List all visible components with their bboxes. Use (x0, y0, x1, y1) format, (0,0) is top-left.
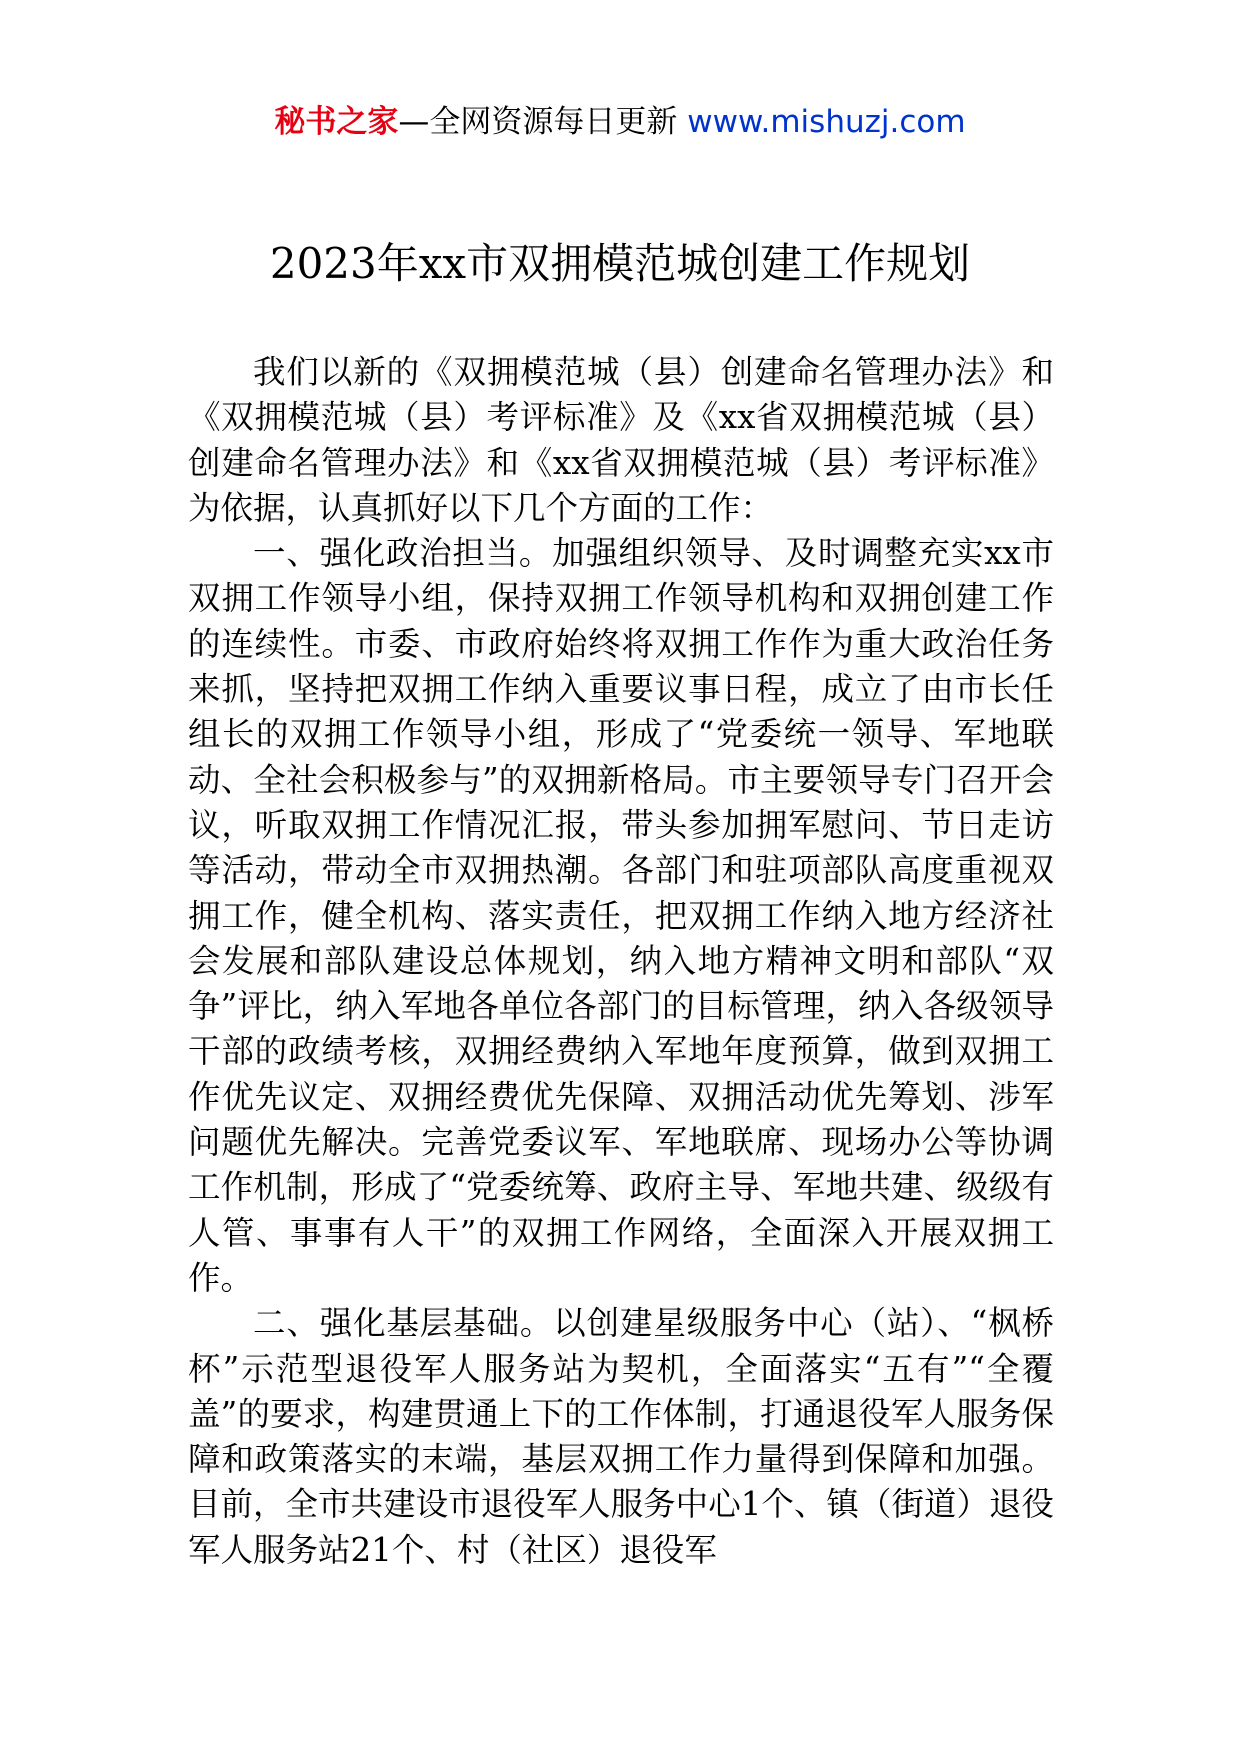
site-tagline: —全网资源每日更新 (398, 104, 688, 140)
document-title: 2023年xx市双拥模范城创建工作规划 (269, 239, 971, 288)
document-body (188, 350, 1054, 1573)
site-header-banner (0, 100, 1240, 144)
section-one-paragraph: 一、强化政治担当。加强组织领导、及时调整充实xx市双拥工作领导小组，保持双拥工作领导机构和双拥创建工作的连续性。市委、市政府始终将双拥工作作为重大政治任务来抓，坚持把双拥工作纳入重要议事日程，成立了由市长任组长的双拥工作领导小组，形成了“党委统一领导、军地联动、全社会积极参与”的双拥新格局。市主要领导专门召开会议，听取双拥工作情况汇报，带头参加拥军慰问、节日走访等活动，带动全市双拥热潮。各部门和驻项部队高度重视双拥工作，健全机构、落实责任，把双拥工作纳入地方经济社会发展和部队建设总体规划，纳入地方精神文明和部队“双争”评比，纳入军地各单位各部门的目标管理，纳入各级领导干部的政绩考核，双拥经费纳入军地年度预算，做到双拥工作优先议定、双拥经费优先保障、双拥活动优先筹划、涉军问题优先解决。完善党委议军、军地联席、现场办公等协调工作机制，形成了“党委统筹、政府主导、军地共建、级级有人管、事事有人干”的双拥工作网络，全面深入开展双拥工作。 (188, 534, 1054, 1297)
section-two-paragraph: 二、强化基层基础。以创建星级服务中心（站）、“枫桥杯”示范型退役军人服务站为契机，全面落实“五有”“全覆盖”的要求，构建贯通上下的工作体制，打通退役军人服务保障和政策落实的末端，基层双拥工作力量得到保障和加强。目前，全市共建设市退役军人服务中心1个、镇（街道）退役军人服务站21个、村（社区）退役军 (188, 1304, 1054, 1569)
intro-paragraph: 我们以新的《双拥模范城（县）创建命名管理办法》和《双拥模范城（县）考评标准》及《xx省双拥模范城（县）创建命名管理办法》和《xx省双拥模范城（县）考评标准》为依据，认真抓好以下几个方面的工作： (188, 353, 1054, 527)
site-url-link[interactable]: www.mishuzj.com (687, 104, 966, 140)
site-brand-name: 秘书之家 (274, 104, 399, 140)
